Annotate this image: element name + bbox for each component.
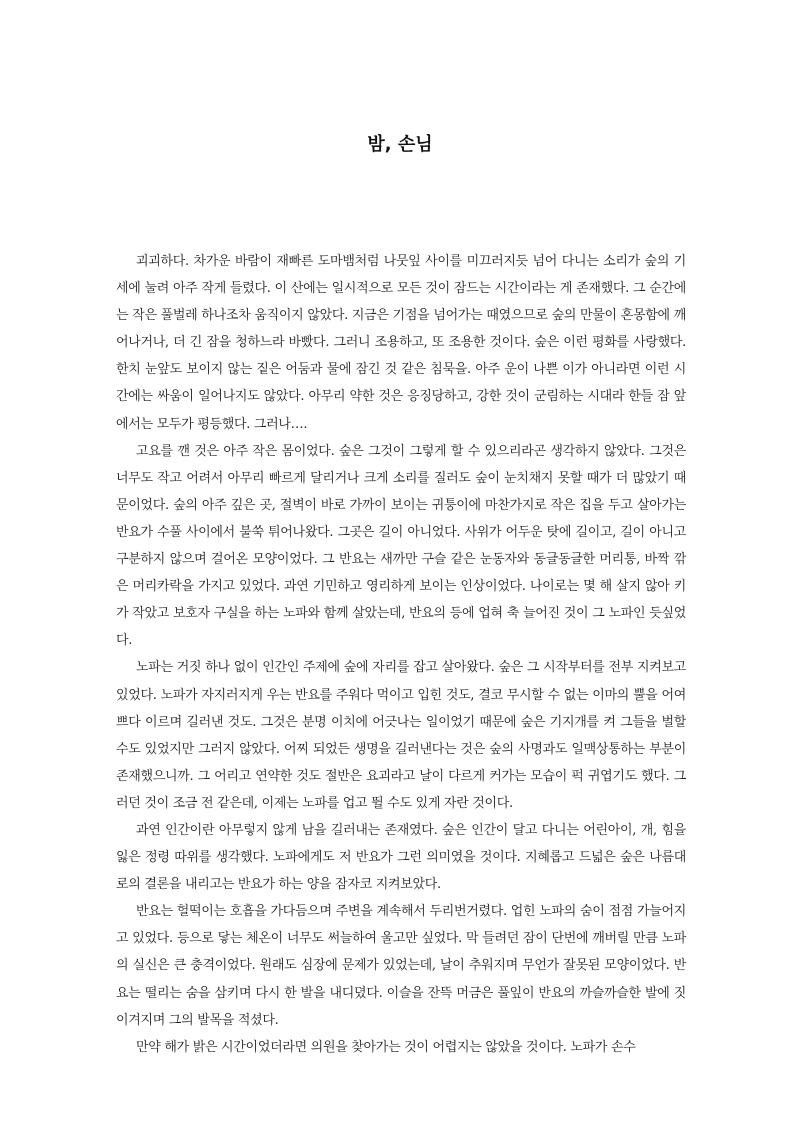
paragraph-5: 반요는 헐떡이는 호흡을 가다듬으며 주변을 계속해서 두리번거렸다. 업힌 노파의 숨이 점점 가늘어지고 있었다. 등으로 닿는 체온이 너무도 써늘하여 울고만 싶었다. 막 들려던 잠이 단번에 깨버릴 만큼 노파의 실신은 큰 충격이었다. 원래도 심장에 문제가 있었는데, 날이 추워지며 무언가 잘못된 모양이었다. 반요는 떨리는 숨을 삼키며 다시 한 발을 내디뎠다. 이슬을 잔뜩 머금은 풀잎이 반요의 까슬까슬한 발에 짓이겨지며 그의 발목을 적셨다.: [116, 904, 686, 1028]
paragraph-2: 고요를 깬 것은 아주 작은 몸이었다. 숲은 그것이 그렇게 할 수 있으리라곤 생각하지 않았다. 그것은 너무도 작고 어려서 아무리 빠르게 달리거나 크게 소리를 질러도 숲이 눈치채지 못할 때가 더 많았기 때문이었다. 숲의 아주 깊은 곳, 절벽이 바로 가까이 보이는 귀퉁이에 마찬가지로 작은 집을 두고 살아가는 반요가 수풀 사이에서 불쑥 튀어나왔다. 그곳은 길이 아니었다. 사위가 어두운 탓에 길이고, 길이 아니고 구분하지 않으며 걸어온 모양이었다. 그 반요는 새까만 구슬 같은 눈동자와 동글동글한 머리통, 바짝 깎은 머리카락을 가지고 있었다. 과연 기민하고 영리하게 보이는 인상이었다. 나이로는 몇 해 살지 않아 키가 작았고 보호자 구실을 하는 노파와 함께 살았는데, 반요의 등에 업혀 축 늘어진 것이 그 노파인 듯싶었다.: [116, 443, 686, 649]
page-title: 밤, 손님: [367, 134, 433, 155]
paragraph-3: 노파는 거짓 하나 없이 인간인 주제에 숲에 자리를 잡고 살아왔다. 숲은 그 시작부터를 전부 지켜보고 있었다. 노파가 자지러지게 우는 반요를 주워다 먹이고 입힌 것도, 결코 무시할 수 없는 이마의 뿔을 어여쁘다 이르며 길러낸 것도. 그것은 분명 이치에 어긋나는 일이었기 때문에 숲은 기지개를 켜 그들을 벌할 수도 있었지만 그러지 않았다. 어찌 되었든 생명을 길러낸다는 것은 숲의 사명과도 일맥상통하는 부분이 존재했으니까. 그 어리고 연약한 것도 절반은 요괴라고 날이 다르게 커가는 모습이 퍽 귀엽기도 했다. 그러던 것이 조금 전 같은데, 이제는 노파를 업고 뛸 수도 있게 자란 것이다.: [116, 660, 686, 811]
paragraph-4: 과연 인간이란 아무렇지 않게 남을 길러내는 존재였다. 숲은 인간이 달고 다니는 어린아이, 개, 힘을 잃은 정령 따위를 생각했다. 노파에게도 저 반요가 그런 의미였을 것이다. 지혜롭고 드넓은 숲은 나름대로의 결론을 내리고는 반요가 하는 양을 잠자코 지켜보았다.: [116, 822, 686, 893]
paragraph-6: 만약 해가 밝은 시간이었더라면 의원을 찾아가는 것이 어렵지는 않았을 것이다. 노파가 손수: [136, 1039, 636, 1055]
story-body: [116, 248, 686, 1061]
paragraph-1: 괴괴하다. 차가운 바람이 재빠른 도마뱀처럼 나뭇잎 사이를 미끄러지듯 넘어 다니는 소리가 숲의 기세에 눌려 아주 작게 들렸다. 이 산에는 일시적으로 모든 것이 잠드는 시간이라는 게 존재했다. 그 순간에는 작은 풀벌레 하나조차 움직이지 않았다. 지금은 기점을 넘어가는 때였으므로 숲의 만물이 혼몽함에 깨어나거나, 더 긴 잠을 청하느라 바빴다. 그러니 조용하고, 또 조용한 것이다. 숲은 이런 평화를 사랑했다. 한치 눈앞도 보이지 않는 짙은 어둠과 물에 잠긴 것 같은 침묵을. 아주 운이 나쁜 이가 아니라면 이런 시간에는 싸움이 일어나지도 않았다. 아무리 약한 것은 응징당하고, 강한 것이 군림하는 시대라 한들 잠 앞에서는 모두가 평등했다. 그러나….: [116, 254, 686, 432]
